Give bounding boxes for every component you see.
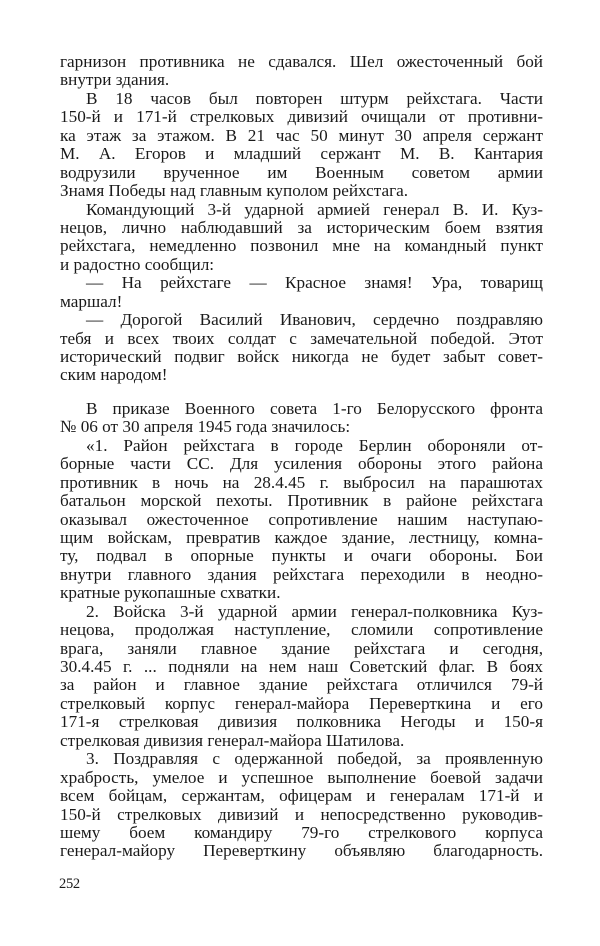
- text-line: исторический подвиг войск никогда не будет забыт совет-: [60, 347, 543, 366]
- text-line: генерал-майору Переверткину объявляю благодарность.: [60, 841, 543, 861]
- quoted-order-paragraph: [60, 750, 543, 861]
- paragraph: [60, 311, 543, 385]
- text-line: кратные рукопашные схватки.: [60, 583, 281, 603]
- text-line: Знамя Победы над главным куполом рейхстага.: [60, 181, 409, 201]
- text-line: шему боем командиру 79-го стрелкового корпуса: [60, 822, 543, 842]
- text-line: маршал!: [60, 291, 123, 311]
- text-line: врага, заняли главное здание рейхстага и сегодня,: [60, 638, 543, 658]
- quoted-order-paragraph: [60, 437, 543, 603]
- text-line: всем бойцам, сержантам, офицерам и генералам 171-й и: [60, 786, 543, 806]
- text-line: 150-й стрелковых дивизий и непосредственно руководив-: [60, 804, 543, 824]
- page-number: 252: [59, 876, 80, 892]
- text-line: ским народом!: [60, 365, 168, 385]
- text-line: — Дорогой Василий Иванович, сердечно поздравляю: [86, 310, 543, 330]
- text-line: «1. Район рейхстага в городе Берлин обороняли от-: [86, 435, 543, 455]
- paragraph: [60, 90, 543, 201]
- text-line: щим войскам, превратив каждое здание, лестницу, комна-: [60, 527, 543, 547]
- text-line: 30.4.45 г. ... подняли на нем наш Советский флаг. В боях: [60, 657, 543, 676]
- paragraph: [60, 201, 543, 275]
- text-line: тебя и всех твоих солдат с замечательной победой. Этот: [60, 328, 543, 348]
- text-line: 150-й и 171-й стрелковых дивизий очищали от противни-: [60, 107, 543, 127]
- text-line: 2. Войска 3-й ударной армии генерал-полковника Куз-: [86, 601, 543, 621]
- text-line: стрелковый корпус генерал-майора Переверткина и его: [60, 693, 543, 713]
- text-line: рейхстага, немедленно позвонил мне на командный пункт: [60, 236, 543, 256]
- text-line: борные части СС. Для усиления обороны этого района: [60, 454, 543, 474]
- paragraph: [60, 400, 543, 437]
- text-line: стрелковая дивизия генерал-майора Шатилова.: [60, 730, 405, 750]
- text-line: нецова, продолжая наступление, сломили сопротивление: [60, 620, 543, 640]
- text-line: ка этаж за этажом. В 21 час 50 минут 30 апреля сержант: [60, 125, 543, 145]
- paragraph: [60, 53, 543, 90]
- text-line: № 06 от 30 апреля 1945 года значилось:: [60, 417, 351, 437]
- text-line: нецов, лично наблюдавший за историческим боем взятия: [60, 217, 543, 237]
- text-line: храбрость, умелое и успешное выполнение боевой задачи: [60, 767, 543, 787]
- text-line: В приказе Военного совета 1-го Белорусского фронта: [86, 398, 543, 418]
- text-column: [60, 53, 543, 861]
- quoted-order-paragraph: [60, 603, 543, 751]
- text-line: оказывал ожесточенное сопротивление нашим наступаю-: [60, 509, 543, 529]
- text-line: 171-я стрелковая дивизия полковника Негоды и 150-я: [60, 712, 543, 732]
- text-line: — На рейхстаге — Красное знамя! Ура, товарищ: [86, 273, 543, 293]
- paragraph: [60, 274, 543, 311]
- text-line: 3. Поздравляя с одержанной победой, за проявленную: [86, 749, 543, 769]
- text-line: и радостно сообщил:: [60, 254, 215, 274]
- section-gap: [60, 385, 543, 400]
- text-line: внутри главного здания рейхстага переходили в неодно-: [60, 564, 543, 584]
- text-line: за район и главное здание рейхстага отличился 79-й: [60, 675, 543, 695]
- text-line: противник в ночь на 28.4.45 г. выбросил на парашютах: [60, 472, 543, 492]
- text-line: ту, подвал в опорные пункты и очаги обороны. Бои: [60, 546, 543, 566]
- text-line: В 18 часов был повторен штурм рейхстага. Части: [86, 88, 543, 108]
- text-line: Командующий 3-й ударной армией генерал В. И. Куз-: [86, 199, 543, 219]
- text-line: внутри здания.: [60, 70, 170, 90]
- text-line: М. А. Егоров и младший сержант М. В. Кантария: [60, 144, 543, 164]
- text-line: водрузили врученное им Военным советом армии: [60, 162, 543, 182]
- text-line: батальон морской пехоты. Противник в районе рейхстага: [60, 491, 543, 511]
- text-line: гарнизон противника не сдавался. Шел ожесточенный бой: [60, 52, 543, 71]
